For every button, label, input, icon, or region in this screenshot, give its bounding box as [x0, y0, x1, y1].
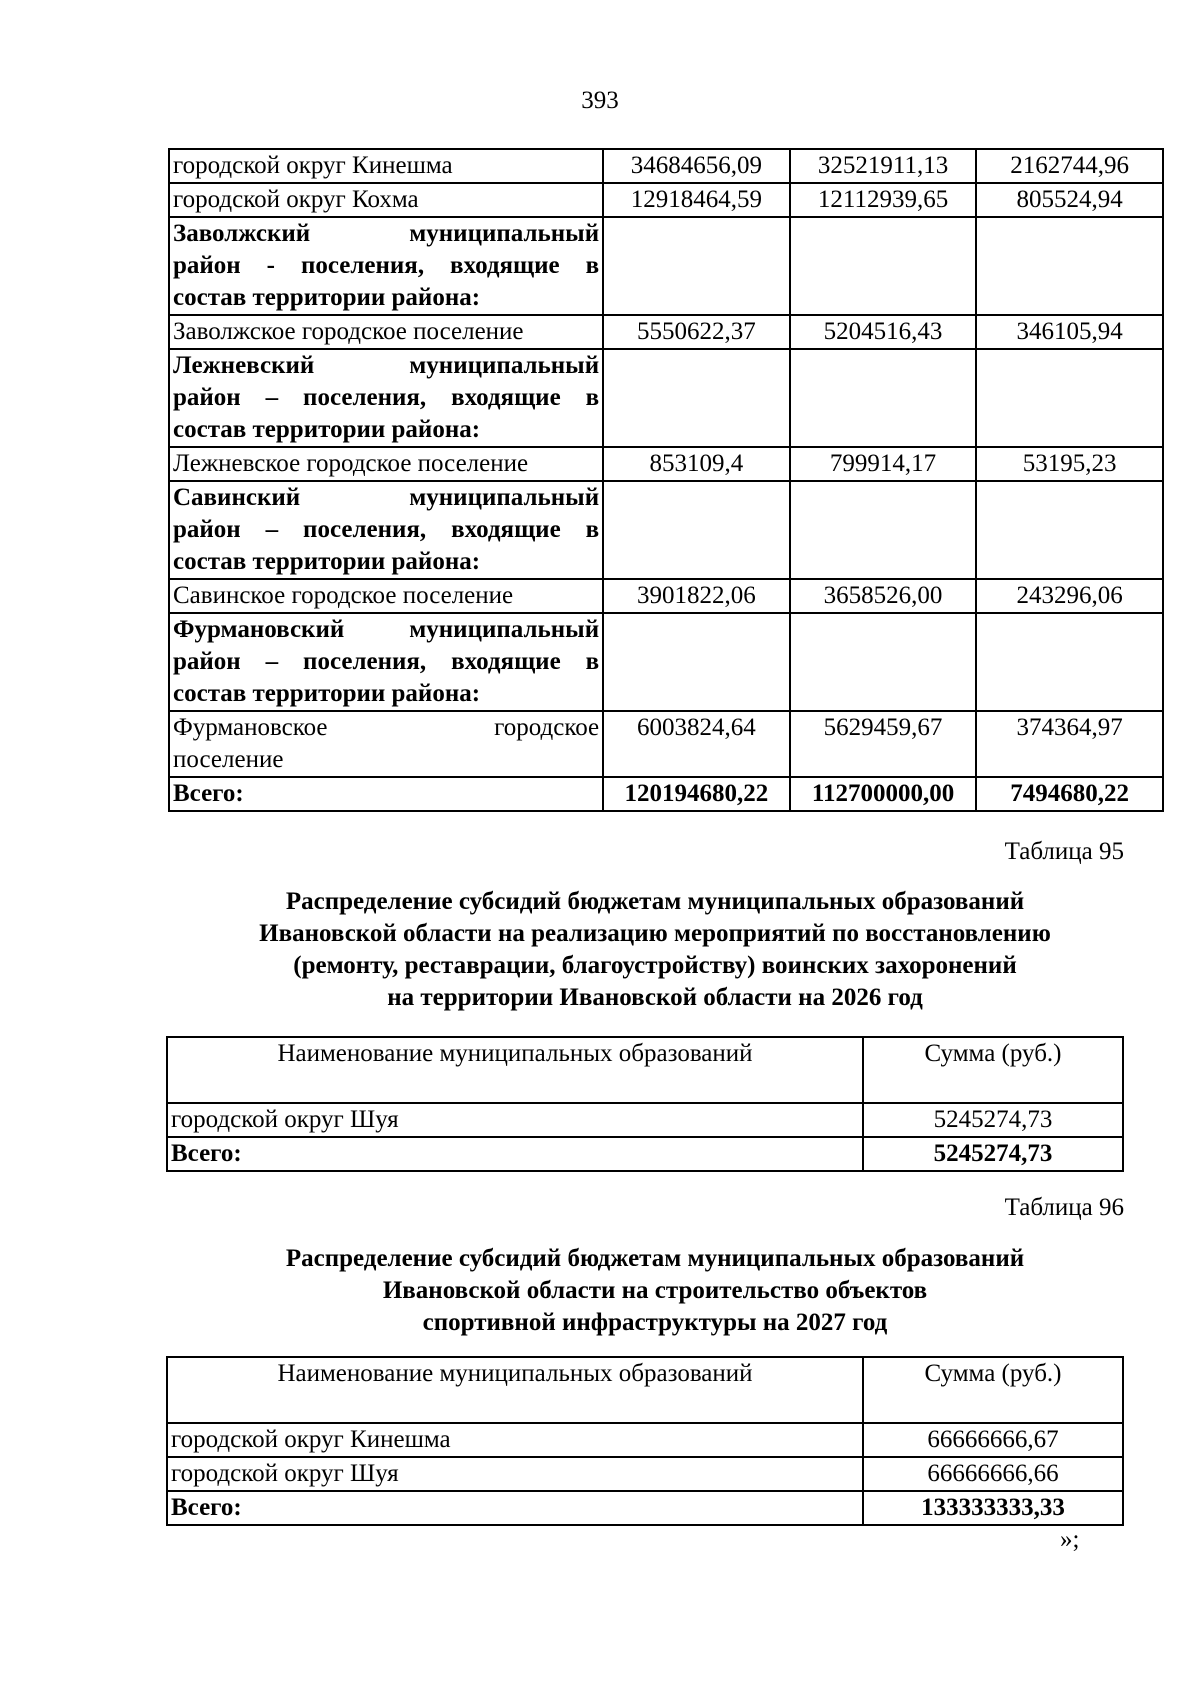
- row-name: Савинское городское поселение: [169, 579, 603, 613]
- row-value-2: 5629459,67: [790, 711, 977, 777]
- row-value-3: 374364,97: [976, 711, 1163, 777]
- caption-line: (ремонту, реставрации, благоустройству) воинских захоронений: [293, 952, 1017, 979]
- row-value-2: 12112939,65: [790, 183, 977, 217]
- row-value-1: 3901822,06: [603, 579, 790, 613]
- group-header-row: [169, 217, 1163, 315]
- group-header-row: [169, 613, 1163, 711]
- table-row: [169, 183, 1163, 217]
- group-header-line: район - поселения, входящие в: [173, 252, 600, 279]
- row-name: городской округ Шуя: [167, 1103, 863, 1137]
- row-value-3: 243296,06: [976, 579, 1163, 613]
- table-row: [169, 711, 1163, 777]
- row-name: городской округ Кинешма: [169, 149, 603, 183]
- group-header: [169, 349, 603, 447]
- caption-line: Распределение субсидий бюджетам муниципальных образований: [285, 1245, 1025, 1272]
- total-amount: 133333333,33: [863, 1491, 1123, 1525]
- table-row: [167, 1103, 1123, 1137]
- caption-line: Ивановской области на реализацию мероприятий по восстановлению: [259, 920, 1051, 947]
- row-value-2: 32521911,13: [790, 149, 977, 183]
- total-amount: 5245274,73: [863, 1137, 1123, 1171]
- row-name: [169, 711, 603, 777]
- column-header-amount: Сумма (руб.): [863, 1357, 1123, 1423]
- row-name: городской округ Кинешма: [167, 1423, 863, 1457]
- total-label: Всего:: [167, 1491, 863, 1525]
- row-value-3: 2162744,96: [976, 149, 1163, 183]
- column-header-name: Наименование муниципальных образований: [167, 1037, 863, 1103]
- group-header-line: Лежневский муниципальный: [173, 352, 600, 379]
- group-header: [169, 613, 603, 711]
- row-name: Лежневское городское поселение: [169, 447, 603, 481]
- row-name-line: Фурмановское городское: [173, 714, 600, 741]
- group-header-line: состав территории района:: [173, 680, 481, 707]
- row-amount: 5245274,73: [863, 1103, 1123, 1137]
- allocation-table-continued: [168, 148, 1164, 812]
- page-number: 393: [581, 87, 619, 114]
- group-header-row: [169, 481, 1163, 579]
- group-header-line: состав территории района:: [173, 416, 481, 443]
- row-value-2: 799914,17: [790, 447, 977, 481]
- group-header-line: состав территории района:: [173, 284, 481, 311]
- group-header-line: Фурмановский муниципальный: [173, 616, 600, 643]
- group-header: [169, 481, 603, 579]
- table-number: Таблица 95: [1004, 838, 1124, 865]
- table-row: [167, 1457, 1123, 1491]
- row-value-3: 346105,94: [976, 315, 1163, 349]
- table-95: [166, 1036, 1124, 1172]
- table-row: [169, 447, 1163, 481]
- column-header-amount: Сумма (руб.): [863, 1037, 1123, 1103]
- table-header-row: [167, 1037, 1123, 1103]
- total-value-2: 112700000,00: [790, 777, 977, 811]
- group-header: [169, 217, 603, 315]
- table-96: [166, 1356, 1124, 1526]
- group-header-line: район – поселения, входящие в: [173, 384, 600, 411]
- row-name-line: поселение: [173, 746, 284, 773]
- total-value-3: 7494680,22: [976, 777, 1163, 811]
- row-amount: 66666666,67: [863, 1423, 1123, 1457]
- closing-quote-mark: »;: [1060, 1526, 1080, 1553]
- column-header-name: Наименование муниципальных образований: [167, 1357, 863, 1423]
- table-number: Таблица 96: [1004, 1194, 1124, 1221]
- total-row: [167, 1137, 1123, 1171]
- row-value-3: 805524,94: [976, 183, 1163, 217]
- table-row: [169, 315, 1163, 349]
- row-value-1: 5550622,37: [603, 315, 790, 349]
- group-header-line: Заволжский муниципальный: [173, 220, 600, 247]
- caption-line: Распределение субсидий бюджетам муниципальных образований: [285, 888, 1025, 915]
- row-value-1: 12918464,59: [603, 183, 790, 217]
- row-value-2: 5204516,43: [790, 315, 977, 349]
- total-label: Всего:: [167, 1137, 863, 1171]
- total-row: [167, 1491, 1123, 1525]
- caption-line: спортивной инфраструктуры на 2027 год: [422, 1309, 888, 1336]
- row-value-3: 53195,23: [976, 447, 1163, 481]
- row-value-1: 6003824,64: [603, 711, 790, 777]
- group-header-row: [169, 349, 1163, 447]
- table-row: [169, 149, 1163, 183]
- table-row: [167, 1423, 1123, 1457]
- table-row: [169, 579, 1163, 613]
- row-value-1: 34684656,09: [603, 149, 790, 183]
- total-label: Всего:: [169, 777, 603, 811]
- row-value-2: 3658526,00: [790, 579, 977, 613]
- row-name: городской округ Шуя: [167, 1457, 863, 1491]
- caption-line: Ивановской области на строительство объектов: [382, 1277, 928, 1304]
- row-value-1: 853109,4: [603, 447, 790, 481]
- row-name: городской округ Кохма: [169, 183, 603, 217]
- table-caption: [140, 1243, 1170, 1339]
- group-header-line: район – поселения, входящие в: [173, 516, 600, 543]
- group-header-line: Савинский муниципальный: [173, 484, 600, 511]
- group-header-line: район – поселения, входящие в: [173, 648, 600, 675]
- caption-line: на территории Ивановской области на 2026 год: [387, 984, 923, 1011]
- row-name: Заволжское городское поселение: [169, 315, 603, 349]
- group-header-line: состав территории района:: [173, 548, 481, 575]
- table-header-row: [167, 1357, 1123, 1423]
- table-caption: [140, 886, 1170, 1014]
- row-amount: 66666666,66: [863, 1457, 1123, 1491]
- total-value-1: 120194680,22: [603, 777, 790, 811]
- total-row: [169, 777, 1163, 811]
